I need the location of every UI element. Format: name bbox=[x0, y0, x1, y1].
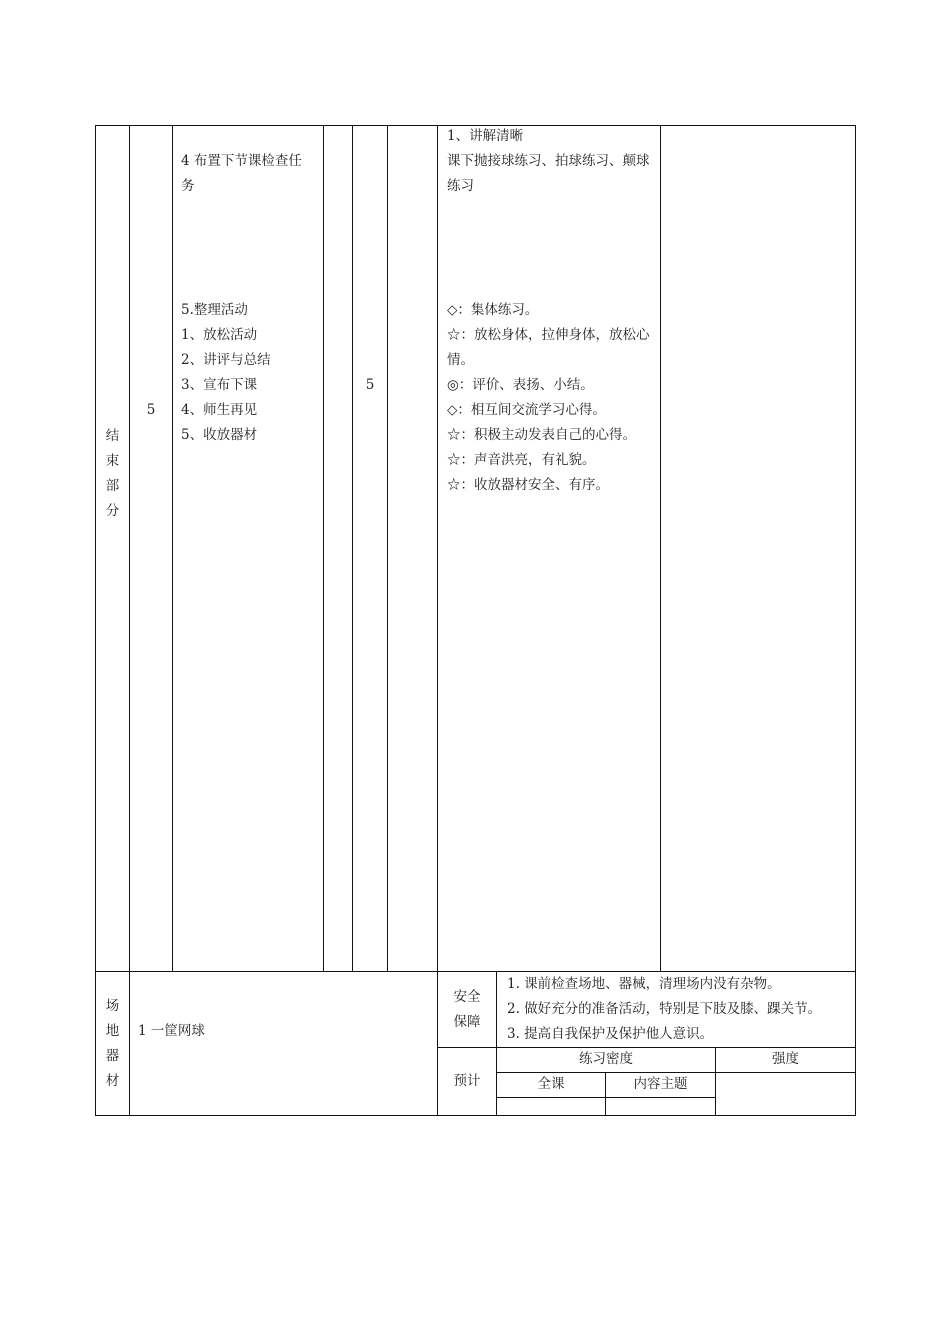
method-line: 练习 bbox=[447, 178, 474, 194]
closing-count: 5 bbox=[365, 377, 375, 393]
method-line: ☆：积极主动发表自己的心得。 bbox=[447, 427, 636, 443]
forecast-label: 预计 bbox=[453, 1073, 481, 1089]
density-sub-bottom bbox=[496, 1097, 716, 1098]
intensity-header: 强度 bbox=[772, 1051, 799, 1067]
venue-content: 1 一筐网球 bbox=[138, 1023, 205, 1039]
method-line: ◇：相互间交流学习心得。 bbox=[447, 402, 606, 418]
col-divider-4 bbox=[352, 125, 353, 971]
method-line: ☆：收放器材安全、有序。 bbox=[447, 477, 609, 493]
col-divider-2 bbox=[172, 125, 173, 971]
list-item: 3、宣布下课 bbox=[181, 377, 258, 393]
list-item: 1. 课前检查场地、器械，清理场内没有杂物。 bbox=[507, 976, 781, 992]
section-label-char: 结 bbox=[105, 428, 120, 444]
method-top-block bbox=[447, 124, 650, 199]
section-label-closing bbox=[96, 424, 129, 524]
venue-label-char: 材 bbox=[105, 1073, 120, 1089]
col-divider-6 bbox=[437, 125, 438, 1116]
list-item: 1、放松活动 bbox=[181, 327, 258, 343]
organize-activity-list bbox=[181, 298, 271, 448]
list-item: 5、收放器材 bbox=[181, 427, 258, 443]
safety-label bbox=[438, 985, 496, 1035]
method-line: 课下抛接球练习、拍球练习、颠球 bbox=[447, 153, 650, 169]
method-line: ◎：评价、表扬、小结。 bbox=[447, 377, 594, 393]
section-label-char: 束 bbox=[105, 453, 120, 469]
task-item-4-line: 4 布置下节课检查任 bbox=[181, 153, 302, 169]
whole-class-header: 全课 bbox=[537, 1076, 565, 1092]
method-line: 情。 bbox=[447, 352, 474, 368]
safety-label-line: 保障 bbox=[453, 1014, 481, 1030]
venue-label bbox=[96, 994, 129, 1094]
venue-label-char: 场 bbox=[105, 998, 120, 1014]
section-label-char: 分 bbox=[105, 503, 120, 519]
safety-list bbox=[507, 972, 821, 1047]
col-divider-3 bbox=[323, 125, 324, 971]
venue-label-char: 器 bbox=[105, 1048, 120, 1064]
table-bottom-border bbox=[95, 1115, 856, 1116]
density-header: 练习密度 bbox=[579, 1051, 633, 1067]
col-divider-7 bbox=[660, 125, 661, 971]
col-divider-5 bbox=[387, 125, 388, 971]
task-item-4-line: 务 bbox=[181, 178, 195, 194]
table-right-border bbox=[855, 125, 856, 1116]
safety-label-line: 安全 bbox=[453, 989, 481, 1005]
list-item: 2、讲评与总结 bbox=[181, 352, 271, 368]
method-line: ☆：放松身体，拉伸身体，放松心 bbox=[447, 327, 650, 343]
col-divider-1 bbox=[129, 125, 130, 1116]
content-topic-header: 内容主题 bbox=[633, 1076, 688, 1092]
list-item: 3. 提高自我保护及保护他人意识。 bbox=[507, 1026, 714, 1042]
list-item: 2. 做好充分的准备活动，特别是下肢及膝、踝关节。 bbox=[507, 1001, 822, 1017]
method-line: ◇：集体练习。 bbox=[447, 302, 539, 318]
method-requirements bbox=[447, 298, 650, 498]
method-line: ☆：声音洪亮，有礼貌。 bbox=[447, 452, 596, 468]
list-item: 4、师生再见 bbox=[181, 402, 258, 418]
organize-title: 5.整理活动 bbox=[181, 302, 248, 318]
section-label-char: 部 bbox=[105, 478, 120, 494]
task-item-4 bbox=[181, 149, 302, 199]
method-line: 1、讲解清晰 bbox=[447, 128, 524, 144]
closing-time: 5 bbox=[146, 402, 156, 418]
table-left-border bbox=[95, 125, 96, 1116]
venue-label-char: 地 bbox=[105, 1023, 120, 1039]
